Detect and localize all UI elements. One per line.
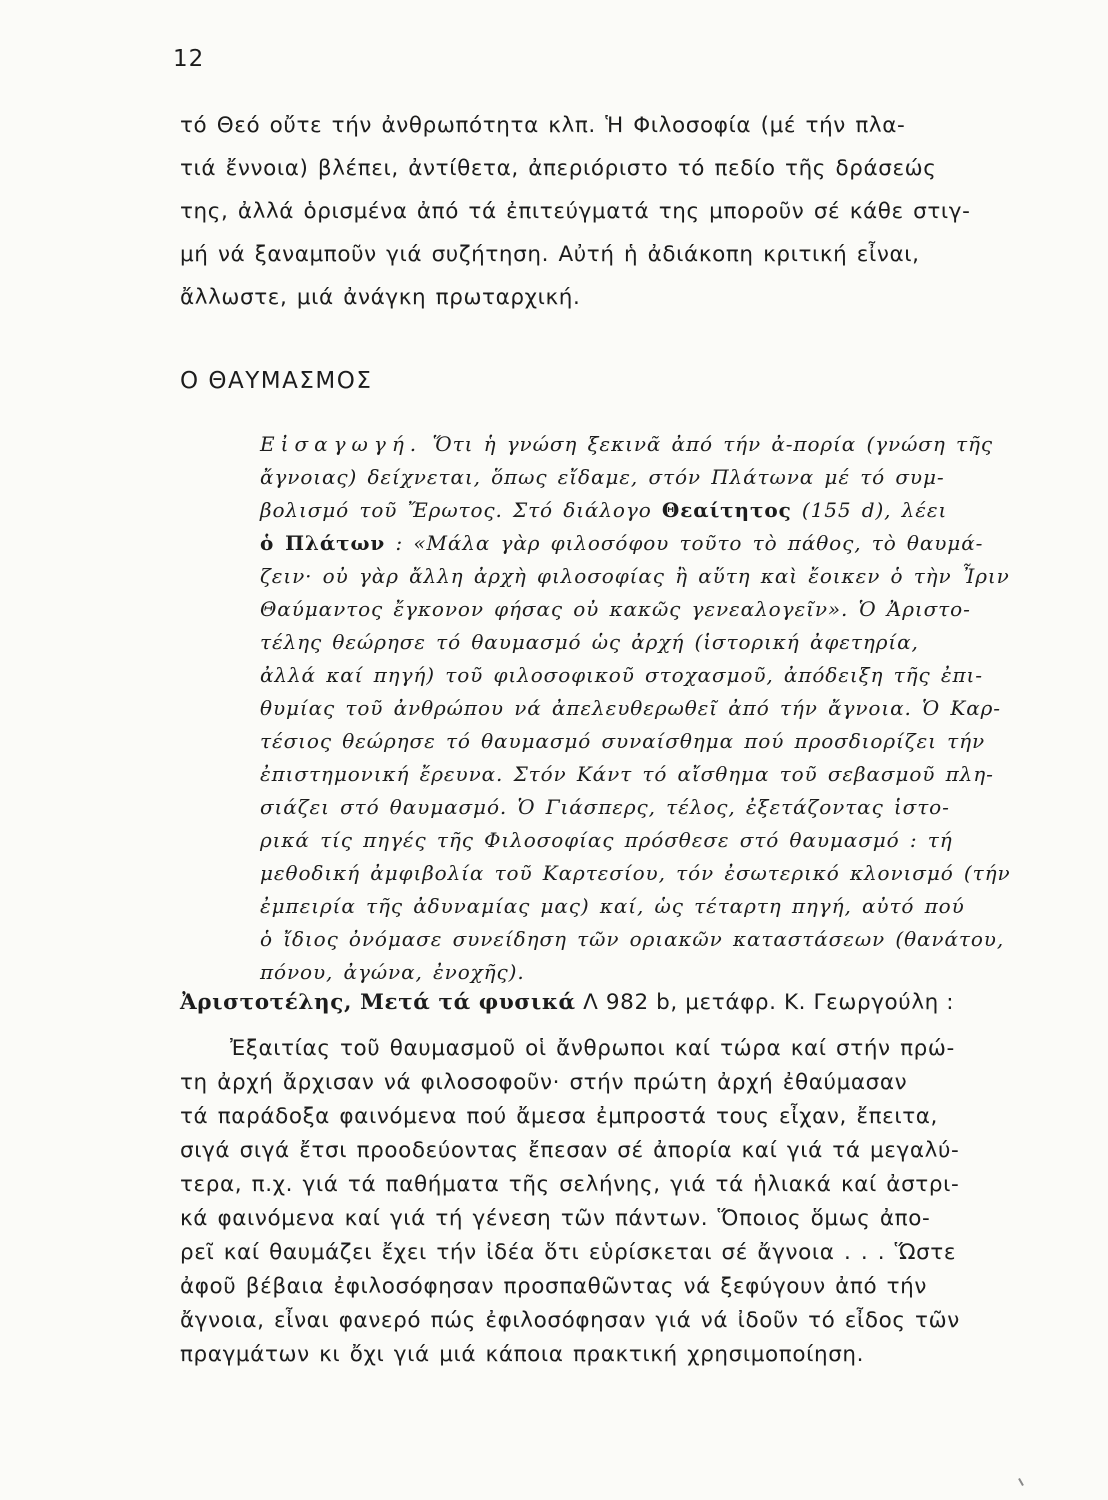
note-line: ἐμπειρία τῆς ἀδυναμίας μας) καί, ὡς τέταρτη πηγή, αὐτό πού	[260, 894, 965, 918]
page-number: 12	[173, 46, 205, 72]
text-line: της, ἀλλά ὁρισμένα ἀπό τά ἐπιτεύγματά της μποροῦν σέ κάθε στιγ-	[180, 199, 971, 224]
note-line: τέλης θεώρησε τό θαυμασμό ὡς ἀρχή (ἱστορική ἀφετηρία,	[260, 630, 919, 654]
note-line	[260, 432, 993, 456]
note-text: βολισμό τοῦ Ἔρωτος. Στό διάλογο	[260, 498, 652, 522]
text-line: τη ἀρχή ἄρχισαν νά φιλοσοφοῦν· στήν πρώτη ἀρχή ἐθαύμασαν	[180, 1070, 908, 1095]
section-heading: Ο ΘΑΥΜΑΣΜΟΣ	[180, 368, 373, 394]
text-line: τό Θεό οὔτε τήν ἀνθρωπότητα κλπ. Ἡ Φιλοσοφία (μέ τήν πλα-	[180, 113, 906, 138]
dialogue-title: Θεαίτητος	[661, 498, 792, 522]
text-line: τερα, π.χ. γιά τά παθήματα τῆς σελήνης, γιά τά ἡλιακά καί ἀστρι-	[180, 1172, 960, 1197]
note-line: ἄγνοιας) δείχνεται, ὅπως εἴδαμε, στόν Πλάτωνα μέ τό συμ-	[260, 465, 945, 489]
text-line: κά φαινόμενα καί γιά τή γένεση τῶν πάντων. Ὅποιος ὅμως ἀπο-	[180, 1206, 931, 1231]
note-label: Εἰσαγωγή.	[260, 432, 423, 456]
note-line: σιάζει στό θαυμασμό. Ὁ Γιάσπερς, τέλος, ἐξετάζοντας ἱστο-	[260, 795, 950, 819]
note-line	[260, 531, 983, 555]
intro-note	[260, 432, 1040, 984]
note-line: ὁ ἴδιος ὀνόμασε συνείδηση τῶν οριακῶν καταστάσεων (θανάτου,	[260, 927, 1005, 951]
quote-paragraph	[180, 1036, 1030, 1426]
note-line: ἀλλά καί πηγή) τοῦ φιλοσοφικοῦ στοχασμοῦ, ἀπόδειξη τῆς ἐπι-	[260, 663, 983, 687]
note-text: Ὅτι ἡ γνώση ξεκινᾶ ἀπό τήν ἀ-πορία (γνώση τῆς	[432, 432, 993, 456]
note-line: μεθοδική ἀμφιβολία τοῦ Καρτεσίου, τόν ἐσωτερικό κλονισμό (τήν	[260, 861, 1011, 885]
note-line: ἐπιστημονική ἔρευνα. Στόν Κάντ τό αἴσθημα τοῦ σεβασμοῦ πλη-	[260, 762, 994, 786]
note-line: ζειν· οὐ γὰρ ἄλλη ἀρχὴ φιλοσοφίας ἢ αὕτη καὶ ἔοικεν ὁ τὴν Ἶριν	[260, 564, 1010, 588]
note-line: τέσιος θεώρησε τό θαυμασμό συναίσθημα πού προσδιορίζει τήν	[260, 729, 986, 753]
source-citation	[180, 990, 954, 1015]
text-line: τιά ἔννοια) βλέπει, ἀντίθετα, ἀπεριόριστο τό πεδίο τῆς δράσεώς	[180, 156, 937, 181]
text-line: τά παράδοξα φαινόμενα πού ἄμεσα ἐμπροστά τους εἶχαν, ἔπειτα,	[180, 1104, 938, 1129]
text-line: ἄγνοια, εἶναι φανερό πώς ἐφιλοσόφησαν γιά νά ἰδοῦν τό εἶδος τῶν	[180, 1308, 960, 1333]
text-line: σιγά σιγά ἔτσι προοδεύοντας ἔπεσαν σέ ἀπορία καί γιά τά μεγαλύ-	[180, 1138, 960, 1163]
source-author-work: Ἀριστοτέλης, Μετά τά φυσικά	[180, 990, 576, 1015]
text-line: Ἐξαιτίας τοῦ θαυμασμοῦ οἱ ἄνθρωποι καί τώρα καί στήν πρώ-	[230, 1036, 955, 1061]
text-line: ρεῖ καί θαυμάζει ἔχει τήν ἰδέα ὅτι εὑρίσκεται σέ ἄγνοια . . . Ὥστε	[180, 1240, 957, 1265]
note-text: (155 d), λέει	[801, 498, 948, 522]
text-line: πραγμάτων κι ὄχι γιά μιά κάποια πρακτική χρησιμοποίηση.	[180, 1342, 865, 1367]
note-text: : «Μάλα γὰρ φιλοσόφου τοῦτο τὸ πάθος, τὸ θαυμά-	[395, 531, 984, 555]
note-line: Θαύμαντος ἔγκονον φήσας οὐ κακῶς γενεαλογεῖν». Ὁ Ἀριστο-	[260, 597, 971, 621]
intro-paragraph	[180, 113, 1030, 310]
author-name: ὁ Πλάτων	[260, 531, 386, 555]
note-line: πόνου, ἀγώνα, ἐνοχῆς).	[260, 960, 525, 984]
note-line: ρικά τίς πηγές τῆς Φιλοσοφίας πρόσθεσε στό θαυμασμό : τή	[260, 828, 953, 852]
note-line	[260, 498, 947, 522]
text-line: μή νά ξαναμποῦν γιά συζήτηση. Αὐτή ἡ ἀδιάκοπη κριτική εἶναι,	[180, 242, 920, 267]
note-line: θυμίας τοῦ ἀνθρώπου νά ἀπελευθερωθεῖ ἀπό τήν ἄγνοια. Ὁ Καρ-	[260, 696, 1001, 720]
source-reference: Λ 982 b, μετάφρ. Κ. Γεωργούλη :	[583, 990, 955, 1015]
text-line: ἄλλωστε, μιά ἀνάγκη πρωταρχική.	[180, 285, 581, 310]
text-line: ἀφοῦ βέβαια ἐφιλοσόφησαν προσπαθῶντας νά ξεφύγουν ἀπό τήν	[180, 1274, 928, 1299]
scan-mark	[1018, 1478, 1024, 1486]
